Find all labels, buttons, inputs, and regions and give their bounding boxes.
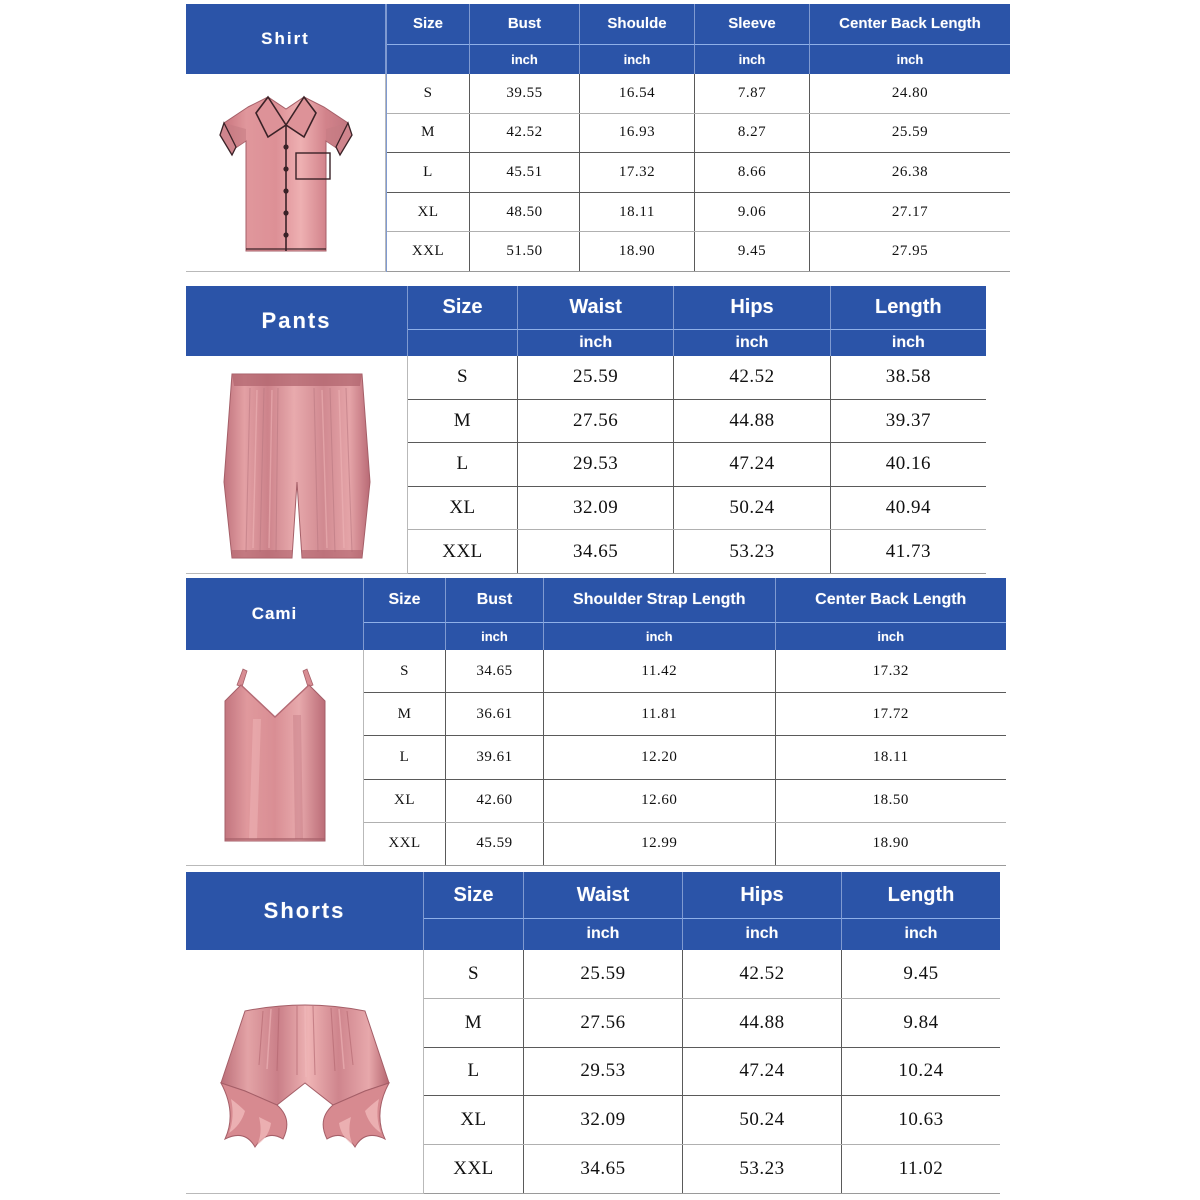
cell-size: L	[408, 443, 518, 486]
col-header-length: Length	[887, 883, 955, 906]
cell-shoulder-strap-length: 11.42	[544, 650, 776, 692]
measurement-grid-shorts	[424, 872, 1000, 1194]
cell-waist: 29.53	[518, 443, 674, 486]
cell-length: 40.94	[885, 497, 931, 519]
cell-length: 9.45	[903, 962, 939, 984]
cell-size: XXL	[364, 823, 446, 865]
cell-center-back-length: 17.32	[872, 662, 909, 679]
cell-hips: 42.52	[683, 950, 842, 998]
cell-shoulder: 18.11	[580, 193, 695, 232]
table-row	[424, 1096, 1000, 1145]
col-header-length: Length	[874, 296, 942, 318]
header-row-cami	[364, 578, 1006, 622]
unit-size	[387, 44, 470, 74]
cell-bust: 39.61	[446, 736, 544, 778]
cell-center-back-length: 27.17	[891, 203, 929, 220]
garment-image-cami	[186, 650, 364, 866]
cell-size: L	[424, 1048, 524, 1096]
cell-center-back-length: 17.72	[872, 705, 909, 722]
unit-center-back-length: inch	[810, 44, 1010, 74]
cell-waist: 34.65	[518, 530, 674, 573]
table-row	[408, 530, 986, 574]
col-header-sleeve: Sleeve	[695, 4, 810, 44]
cell-waist: 25.59	[524, 950, 683, 998]
measurement-grid-pants	[408, 286, 986, 574]
cell-length: 40.16	[885, 453, 931, 475]
table-row	[364, 823, 1006, 866]
pants-illustration	[202, 362, 392, 568]
cell-sleeve: 8.27	[695, 114, 810, 153]
cell-center-back-length: 27.95	[891, 243, 929, 260]
unit-row-shorts	[424, 918, 1000, 950]
cell-size: XL	[408, 487, 518, 530]
table-row	[387, 193, 1010, 233]
cell-waist: 29.53	[524, 1048, 683, 1096]
cell-bust: 39.55	[470, 74, 580, 113]
col-header-bust: Bust	[446, 578, 544, 622]
garment-image-shirt	[186, 74, 386, 272]
cell-length: 38.58	[885, 366, 931, 388]
cell-size: S	[408, 356, 518, 399]
cell-bust: 42.52	[470, 114, 580, 153]
unit-waist: inch	[524, 918, 683, 950]
cell-center-back-length: 18.90	[872, 835, 909, 852]
cell-length: 10.63	[898, 1109, 944, 1131]
cell-length: 39.37	[885, 409, 931, 431]
table-title-shirt: Shirt	[186, 4, 386, 74]
unit-shoulder: inch	[580, 44, 695, 74]
unit-waist: inch	[518, 329, 674, 356]
cell-bust: 42.60	[446, 780, 544, 822]
size-table-pants	[186, 286, 986, 574]
garment-panel-pants	[186, 286, 408, 574]
size-table-shorts	[186, 872, 1000, 1194]
col-header-shoulder-strap-length: Shoulder Strap Length	[544, 578, 776, 622]
cell-hips: 50.24	[674, 487, 830, 530]
col-header-shoulder: Shoulde	[580, 4, 695, 44]
cell-center-back-length: 24.80	[891, 84, 929, 101]
unit-center-back-length: inch	[776, 622, 1007, 650]
cell-size: XXL	[424, 1145, 524, 1193]
unit-row-pants	[408, 329, 986, 356]
table-row	[424, 950, 1000, 999]
unit-bust: inch	[446, 622, 544, 650]
garment-panel-cami	[186, 578, 364, 866]
garment-image-shorts	[186, 950, 424, 1194]
cell-length: 41.73	[885, 540, 931, 562]
table-row	[408, 487, 986, 531]
unit-length: inch	[842, 918, 1000, 950]
table-row	[387, 114, 1010, 154]
table-row	[387, 232, 1010, 272]
unit-row-shirt	[387, 44, 1010, 74]
cell-center-back-length: 26.38	[891, 163, 929, 180]
cell-length: 9.84	[903, 1011, 939, 1033]
cell-sleeve: 7.87	[695, 74, 810, 113]
cell-length: 10.24	[898, 1060, 944, 1082]
cell-waist: 32.09	[518, 487, 674, 530]
cell-bust: 34.65	[446, 650, 544, 692]
cell-hips: 53.23	[674, 530, 830, 573]
col-header-size: Size	[387, 4, 470, 44]
cell-hips: 50.24	[683, 1096, 842, 1144]
garment-image-pants	[186, 356, 408, 574]
cell-length: 11.02	[898, 1158, 944, 1180]
unit-hips: inch	[674, 329, 830, 356]
cell-bust: 48.50	[470, 193, 580, 232]
unit-size	[424, 918, 524, 950]
col-header-waist: Waist	[524, 872, 683, 918]
cell-size: XXL	[408, 530, 518, 573]
table-row	[364, 650, 1006, 693]
cell-bust: 45.59	[446, 823, 544, 865]
col-header-bust: Bust	[470, 4, 580, 44]
table-row	[387, 74, 1010, 114]
cell-shoulder: 16.54	[580, 74, 695, 113]
cell-bust: 36.61	[446, 693, 544, 735]
unit-shoulder-strap-length: inch	[544, 622, 776, 650]
cell-waist: 27.56	[518, 400, 674, 443]
shorts-illustration	[193, 987, 417, 1157]
size-table-cami	[186, 578, 1006, 866]
table-row	[408, 356, 986, 400]
table-row	[408, 443, 986, 487]
table-row	[364, 736, 1006, 779]
cell-size: S	[364, 650, 446, 692]
cell-size: XL	[387, 193, 470, 232]
cell-sleeve: 9.06	[695, 193, 810, 232]
unit-row-cami	[364, 622, 1006, 650]
table-row	[424, 1145, 1000, 1194]
unit-bust: inch	[470, 44, 580, 74]
cell-size: L	[387, 153, 470, 192]
cell-center-back-length: 25.59	[891, 124, 929, 141]
cell-size: M	[364, 693, 446, 735]
cell-size: L	[364, 736, 446, 778]
cell-shoulder-strap-length: 11.81	[544, 693, 776, 735]
cell-size: XXL	[387, 232, 470, 271]
cell-waist: 27.56	[524, 999, 683, 1047]
cell-waist: 34.65	[524, 1145, 683, 1193]
header-row-shirt	[387, 4, 1010, 44]
cell-shoulder: 18.90	[580, 232, 695, 271]
cell-size: M	[408, 400, 518, 443]
header-row-shorts	[424, 872, 1000, 918]
cell-sleeve: 8.66	[695, 153, 810, 192]
col-header-size: Size	[364, 578, 446, 622]
cell-size: S	[387, 74, 470, 113]
cell-hips: 47.24	[674, 443, 830, 486]
col-header-size: Size	[408, 286, 518, 329]
shirt-illustration	[198, 79, 374, 267]
table-title-pants: Pants	[186, 286, 408, 356]
table-title-shorts: Shorts	[186, 872, 424, 950]
header-row-pants	[408, 286, 986, 329]
garment-panel-shirt	[186, 4, 386, 272]
col-header-size: Size	[424, 872, 524, 918]
table-row	[424, 999, 1000, 1048]
cell-hips: 53.23	[683, 1145, 842, 1193]
cell-center-back-length: 18.50	[872, 792, 909, 809]
cami-illustration	[195, 655, 355, 861]
col-header-center-back-length: Center Back Length	[839, 15, 981, 33]
cell-sleeve: 9.45	[695, 232, 810, 271]
cell-hips: 47.24	[683, 1048, 842, 1096]
cell-waist: 25.59	[518, 356, 674, 399]
table-row	[364, 780, 1006, 823]
cell-hips: 42.52	[674, 356, 830, 399]
unit-length: inch	[831, 329, 986, 356]
table-title-cami: Cami	[186, 578, 364, 650]
col-header-hips: Hips	[683, 872, 842, 918]
unit-hips: inch	[683, 918, 842, 950]
cell-hips: 44.88	[674, 400, 830, 443]
measurement-grid-cami	[364, 578, 1006, 866]
table-row	[408, 400, 986, 444]
table-row	[364, 693, 1006, 736]
cell-center-back-length: 18.11	[872, 749, 909, 765]
cell-waist: 32.09	[524, 1096, 683, 1144]
cell-shoulder-strap-length: 12.99	[544, 823, 776, 865]
table-row	[424, 1048, 1000, 1097]
measurement-grid-shirt	[386, 4, 1010, 272]
col-header-center-back-length: Center Back Length	[815, 590, 967, 608]
cell-size: S	[424, 950, 524, 998]
col-header-waist: Waist	[518, 286, 674, 329]
cell-shoulder-strap-length: 12.60	[544, 780, 776, 822]
cell-bust: 51.50	[470, 232, 580, 271]
unit-size	[364, 622, 446, 650]
unit-size	[408, 329, 518, 356]
cell-hips: 44.88	[683, 999, 842, 1047]
size-table-shirt	[186, 4, 1010, 272]
cell-shoulder: 17.32	[580, 153, 695, 192]
garment-panel-shorts	[186, 872, 424, 1194]
cell-size: XL	[364, 780, 446, 822]
cell-shoulder-strap-length: 12.20	[544, 736, 776, 778]
cell-size: M	[424, 999, 524, 1047]
col-header-hips: Hips	[674, 286, 830, 329]
cell-size: XL	[424, 1096, 524, 1144]
cell-shoulder: 16.93	[580, 114, 695, 153]
table-row	[387, 153, 1010, 193]
cell-bust: 45.51	[470, 153, 580, 192]
unit-sleeve: inch	[695, 44, 810, 74]
cell-size: M	[387, 114, 470, 153]
